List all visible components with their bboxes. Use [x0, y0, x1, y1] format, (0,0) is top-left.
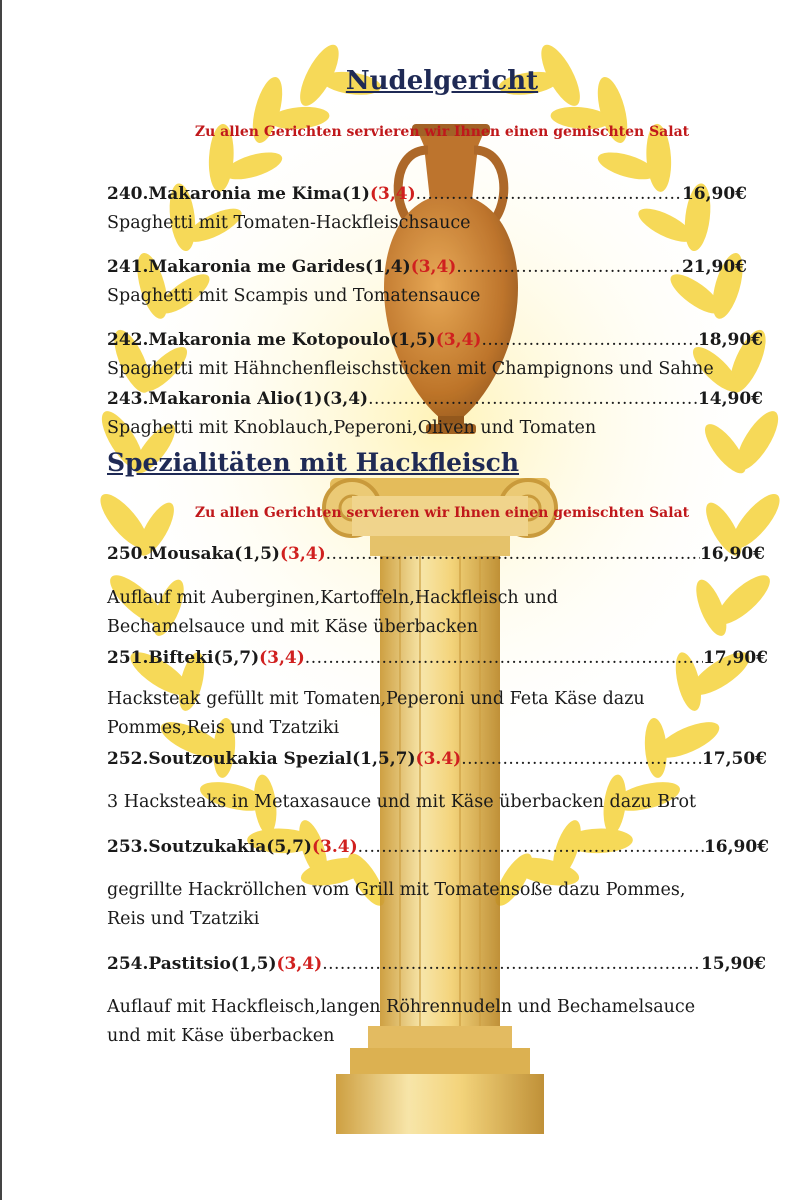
dot-leader — [358, 837, 704, 857]
item-description-241: Spaghetti mit Scampis und Tomatensauce — [107, 286, 481, 306]
item-description-240: Spaghetti mit Tomaten-Hackfleischsauce — [107, 213, 471, 233]
item-allergens: (3,4) — [279, 544, 326, 564]
item-name: 250.Mousaka(1,5) — [107, 544, 280, 564]
menu-item-251 — [107, 648, 768, 668]
item-price: 17,50€ — [701, 749, 767, 769]
item-description-251 — [107, 685, 645, 743]
dot-leader — [305, 648, 703, 668]
section-title-hackfleisch: Spezialitäten mit Hackfleisch — [107, 448, 520, 477]
description-line: Auflauf mit Auberginen,Kartoffeln,Hackfleisch und — [107, 588, 558, 608]
item-price: 16,90€ — [699, 544, 765, 564]
item-price: 14,90€ — [697, 389, 763, 409]
item-description-253 — [107, 876, 685, 934]
item-allergens: (3,4) — [435, 330, 482, 350]
item-name: 243.Makaronia Alio(1)(3,4) — [107, 389, 369, 409]
menu-item-252 — [107, 749, 767, 769]
menu-item-243 — [107, 389, 763, 409]
section-title-nudelgericht: Nudelgericht — [345, 66, 539, 96]
item-price: 21,90€ — [681, 257, 747, 277]
item-allergens: (3.4) — [311, 837, 358, 857]
item-name: 253.Soutzukakia(5,7) — [107, 837, 312, 857]
menu-item-240 — [107, 184, 747, 204]
item-allergens: (3,4) — [259, 648, 305, 668]
menu-item-250 — [107, 544, 765, 564]
item-description-243: Spaghetti mit Knoblauch,Peperoni,Oliven und Tomaten — [107, 418, 597, 438]
item-description-242: Spaghetti mit Hähnchenfleischstücken mit Champignons und Sahne — [107, 359, 714, 379]
menu-item-253 — [107, 837, 769, 857]
dot-leader — [326, 544, 700, 564]
dot-leader — [481, 330, 697, 350]
item-allergens: (3,4) — [276, 954, 323, 974]
item-name: 242.Makaronia me Kotopoulo(1,5) — [107, 330, 436, 350]
item-name: 252.Soutzoukakia Spezial(1,5,7) — [107, 749, 416, 769]
item-description-254 — [107, 993, 695, 1051]
item-price: 15,90€ — [700, 954, 766, 974]
item-description-252: 3 Hacksteaks in Metaxasauce und mit Käse überbacken dazu Brot — [107, 792, 697, 812]
dot-leader — [416, 184, 682, 204]
item-price: 18,90€ — [697, 330, 763, 350]
item-price: 16,90€ — [681, 184, 747, 204]
dot-leader — [368, 389, 698, 409]
item-name: 251.Bifteki(5,7) — [107, 648, 260, 668]
menu-item-242 — [107, 330, 763, 350]
description-line: Hacksteak gefüllt mit Tomaten,Peperoni und Feta Käse dazu — [107, 689, 645, 709]
item-allergens: (3.4) — [415, 749, 462, 769]
menu-item-241 — [107, 257, 747, 277]
dot-leader — [461, 749, 702, 769]
description-line: gegrillte Hackröllchen vom Grill mit Tomatensoße dazu Pommes, — [107, 880, 686, 900]
item-name: 254.Pastitsio(1,5) — [107, 954, 277, 974]
item-price: 16,90€ — [703, 837, 769, 857]
salad-note: Zu allen Gerichten servieren wir Ihnen einen gemischten Salat — [194, 505, 690, 521]
item-name: 240.Makaronia me Kima(1) — [107, 184, 370, 204]
description-line: Reis und Tzatziki — [107, 909, 260, 929]
item-price: 17,90€ — [702, 648, 768, 668]
item-description-250 — [107, 584, 558, 642]
description-line: Pommes,Reis und Tzatziki — [107, 718, 340, 738]
menu-item-254 — [107, 954, 766, 974]
dot-leader — [456, 257, 682, 277]
salad-note: Zu allen Gerichten servieren wir Ihnen einen gemischten Salat — [194, 124, 690, 140]
item-allergens: (3,4) — [369, 184, 416, 204]
item-name: 241.Makaronia me Garides(1,4) — [107, 257, 411, 277]
description-line: und mit Käse überbacken — [107, 1026, 335, 1046]
dot-leader — [322, 954, 701, 974]
description-line: Bechamelsauce und mit Käse überbacken — [107, 617, 479, 637]
description-line: Auflauf mit Hackfleisch,langen Röhrennudeln und Bechamelsauce — [107, 997, 696, 1017]
item-allergens: (3,4) — [410, 257, 457, 277]
